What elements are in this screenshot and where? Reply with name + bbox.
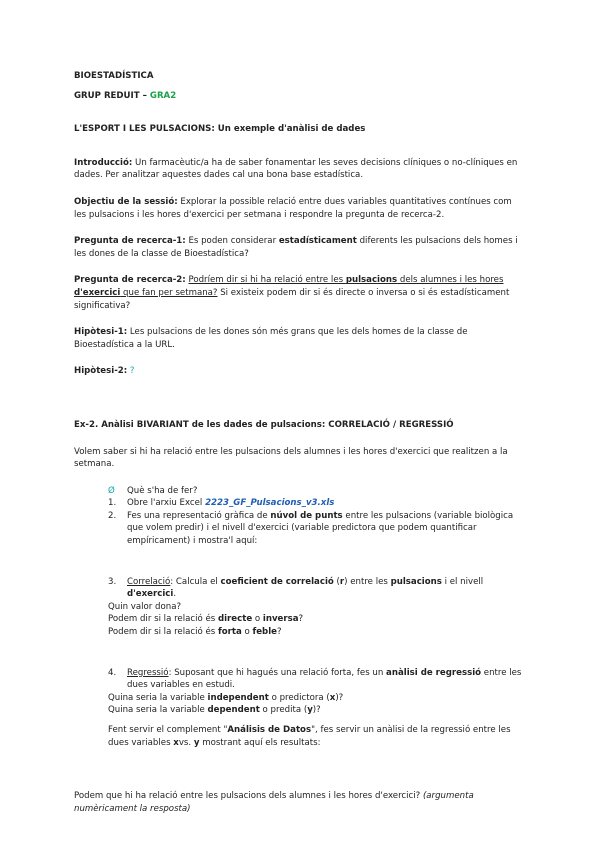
exercise-2-title: Ex-2. Anàlisi BIVARIANT de les dades de pulsacions: CORRELACIÓ / REGRESSIÓ <box>74 419 454 430</box>
s4b1: anàlisi de regressió <box>386 667 482 678</box>
step-3-line-4 <box>74 626 526 639</box>
q2-underline-2: dels alumnes i les hores <box>397 275 504 286</box>
question-2-paragraph <box>74 274 526 312</box>
excel-file-name: 2223_GF_Pulsacions_v3.xls <box>205 498 335 509</box>
question-1-paragraph <box>74 235 526 260</box>
s3l3b: directe <box>217 614 253 625</box>
s4l3e: )? <box>312 705 321 716</box>
q1-text-1: Es poden considerar <box>185 236 279 247</box>
s3l3c: o <box>252 614 263 625</box>
s4t1: : Suposant que hi hagués una relació forta, fes un <box>168 667 387 678</box>
step-3-text-4: i el nivell <box>441 576 484 587</box>
group-line <box>74 90 526 103</box>
s4l4c: ", fes servir un anàlisi de la regressió entre les dues variables <box>108 725 511 748</box>
final-question-text: Podem que hi ha relació entre les pulsacions dels alumnes i les hores d'exercici? <box>74 791 423 802</box>
s4l4b: Análisis de Datos <box>227 725 312 735</box>
final-question-italic: (argumenta numèricament la resposta) <box>74 791 474 814</box>
h1-text: Les pulsacions de les dones són més grans que les dels homes de la classe de Bioestadística a la URL. <box>74 327 468 350</box>
s4l2c: o predictora ( <box>268 692 330 703</box>
group-prefix: GRUP REDUIT – <box>74 90 150 101</box>
s4l2a: Quina seria la variable <box>108 692 208 703</box>
s4l4g: mostrant aquí els resultats: <box>199 737 321 748</box>
step-2-text-1: Fes una representació gràfica de <box>127 510 271 521</box>
document-title: L'ESPORT I LES PULSACIONS: Un exemple d'anàlisi de dades <box>74 124 366 135</box>
objective-text: Explorar la possible relació entre dues variables quantitatives contínues com les pulsacions i les hores d'exercici per setmana i respondre la pregunta de recerca-2. <box>74 196 512 220</box>
q1-text-2: diferents les pulsacions dels homes i les dones de la classe de Bioestadística? <box>74 236 518 259</box>
step-4-line-3 <box>74 704 526 717</box>
group-code: GRA2 <box>149 90 177 101</box>
step-4-number: 4. <box>108 667 117 678</box>
step-3-bold-3: pulsacions <box>390 576 442 587</box>
step-3-text-1: : Calcula el <box>170 576 221 587</box>
q1-label: Pregunta de recerca-1: <box>74 236 186 247</box>
q2-underline-1: Podríem dir si hi ha relació entre les <box>188 275 346 286</box>
s4l3d: y <box>307 705 313 716</box>
s4l3a: Quina seria la variable <box>108 705 208 716</box>
step-2-bold: núvol de punts <box>270 510 343 521</box>
exercise-2-intro: Volem saber si hi ha relació entre les pulsacions dels alumnes i les hores d'exercici que realitzen a la setmana. <box>74 446 508 470</box>
s3l4e: ? <box>276 627 282 638</box>
step-3-text-2: ( <box>333 576 340 587</box>
step-3-underline: Correlació <box>127 576 171 587</box>
step-2-number: 2. <box>108 510 117 521</box>
h2-label: Hipòtesi-2: <box>74 366 128 377</box>
step-3-line-3 <box>74 613 526 626</box>
q1-bold: estadísticament <box>278 236 357 247</box>
s3l3a: Podem dir si la relació és <box>108 614 218 625</box>
intro-text: Un farmacèutic/a ha de saber fonamentar les seves decisions clíniques o no-clíniques en dades. Per analitzar aquestes dades cal una bona base estadística. <box>74 157 518 181</box>
step-3-bold-1: coeficient de correlació <box>220 576 334 587</box>
s4l4e: vs. <box>178 737 194 748</box>
course-title: BIOESTADÍSTICA <box>74 71 154 81</box>
step-3-text-5: . <box>173 589 177 600</box>
s3l3e: ? <box>298 614 304 625</box>
s4l2e: )? <box>335 692 344 703</box>
s3l4c: o <box>241 627 253 638</box>
s4l4a: Fent servir el complement " <box>108 725 228 735</box>
q2-underline-3: que fan per setmana? <box>120 287 218 298</box>
final-question <box>74 790 526 815</box>
step-4-line-2 <box>74 692 526 705</box>
step-1-text: Obre l'arxiu Excel <box>127 498 206 509</box>
s4l2d: x <box>329 692 336 703</box>
s3l4d: feble <box>252 627 277 638</box>
s4l4d: x <box>173 737 179 748</box>
s4l4f: y <box>193 737 200 748</box>
q2-label: Pregunta de recerca-2: <box>74 275 186 286</box>
step-4-underline: Regressió <box>127 667 169 678</box>
s3l4a: Podem dir si la relació és <box>108 627 218 638</box>
step-1-number: 1. <box>108 498 117 509</box>
hypothesis-2-paragraph <box>74 365 526 378</box>
step-3-line-2: Quin valor dona? <box>108 601 182 612</box>
step-4-line-4 <box>74 724 526 749</box>
step-3-text-3: ) entre les <box>344 576 391 587</box>
todo-item <box>74 485 526 498</box>
intro-paragraph <box>74 157 526 182</box>
s4l3c: o predita ( <box>259 705 308 716</box>
objective-label: Objectiu de la sessió: <box>74 196 178 207</box>
step-3-number: 3. <box>108 576 117 587</box>
q2-underline-bold-2: d'exercici <box>74 287 121 298</box>
h1-label: Hipòtesi-1: <box>74 327 128 338</box>
q2-underline-bold-1: pulsacions <box>345 275 398 286</box>
step-1 <box>74 497 526 510</box>
todo-text: Què s'ha de fer? <box>127 485 198 496</box>
step-3-bold-4: d'exercici <box>127 589 174 600</box>
s4t2: entre les dues variables en estudi. <box>127 667 522 691</box>
step-2 <box>74 510 526 548</box>
step-2-text-2: entre les pulsacions (variable biològica que volem predir) i el nivell d'exercici (variable predictora que podem quantificar empíricament) i mostra'l aquí: <box>127 510 514 547</box>
todo-bullet-icon: Ø <box>108 485 115 496</box>
s4l3b: dependent <box>207 705 260 716</box>
q2-text: Si existeix podem dir si és directe o inversa o si és estadísticament significativa? <box>74 287 510 311</box>
s3l4b: forta <box>217 627 242 638</box>
step-4 <box>74 667 526 692</box>
hypothesis-1-paragraph <box>74 326 526 351</box>
step-3 <box>74 576 526 601</box>
h2-placeholder: ? <box>129 366 135 377</box>
intro-label: Introducció: <box>74 157 133 168</box>
s4l2b: independent <box>207 692 269 703</box>
s3l3d: inversa <box>262 614 299 625</box>
objective-paragraph <box>74 196 526 221</box>
step-3-bold-2: r <box>339 576 345 587</box>
